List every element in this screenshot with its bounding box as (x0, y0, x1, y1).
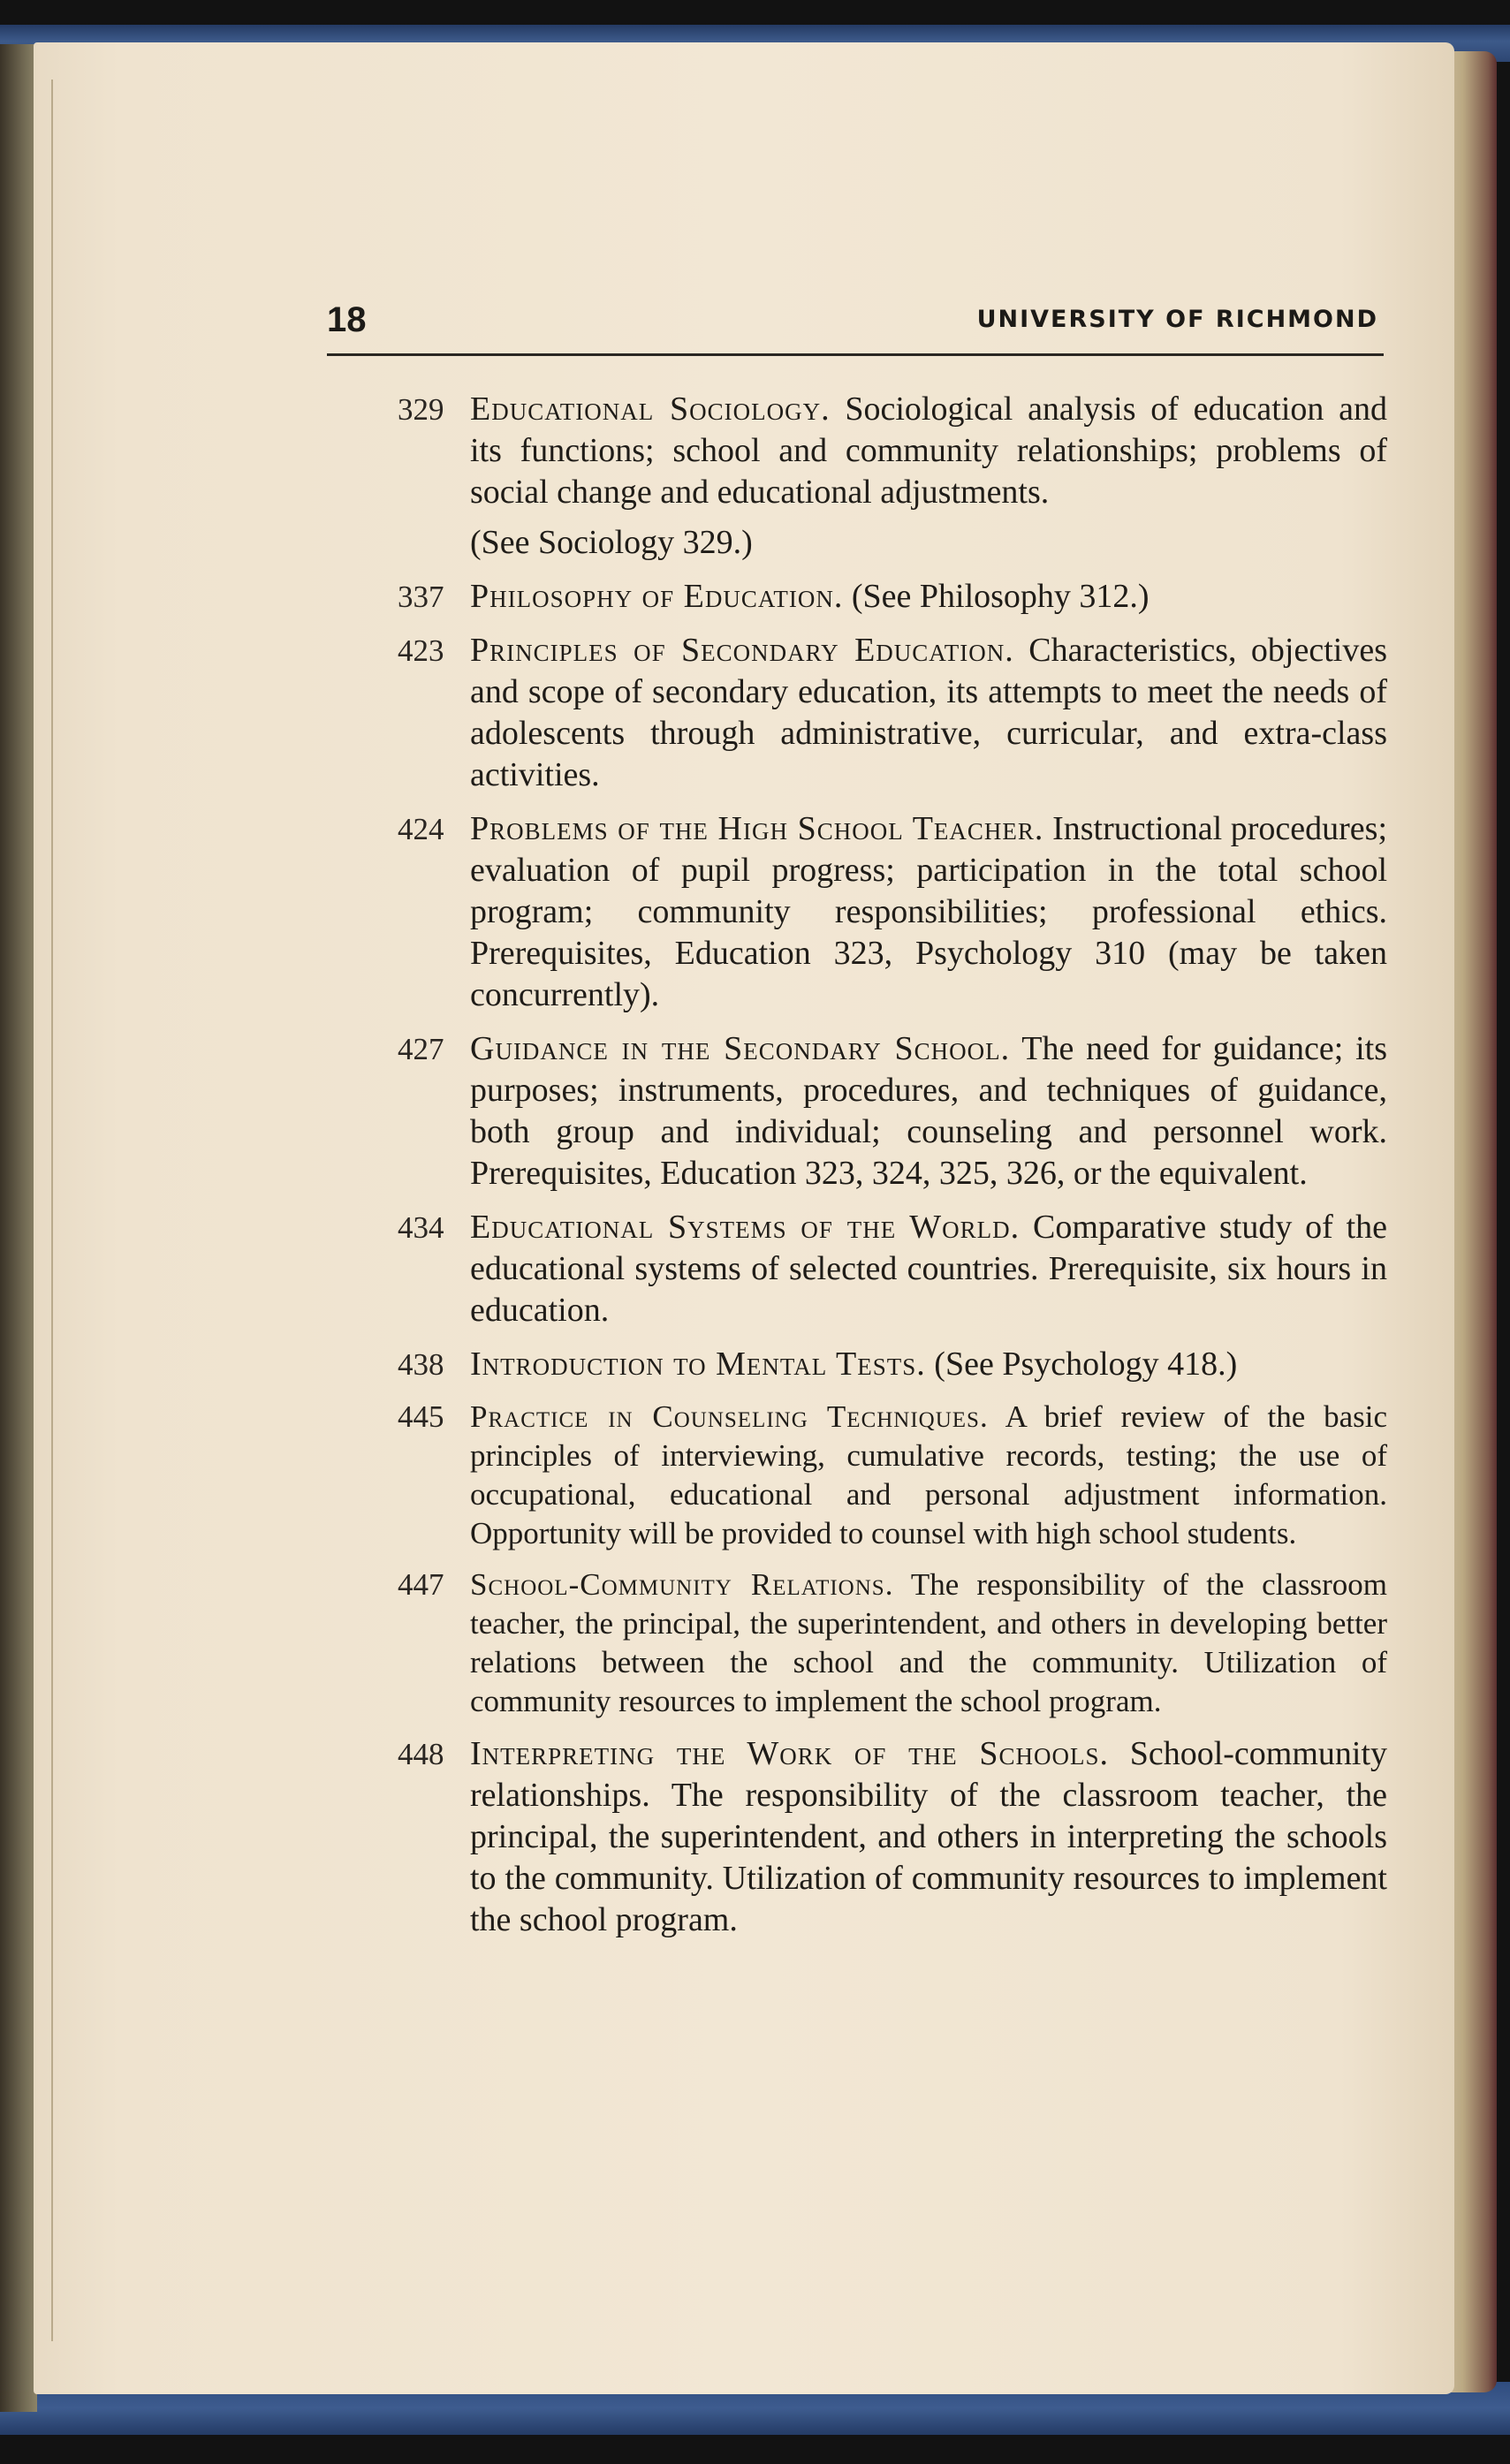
course-number: 424 (398, 812, 444, 846)
course-title: Problems of the High School Teacher. (470, 810, 1044, 847)
course-entry-423 (398, 630, 1387, 796)
running-head: UNIVERSITY OF RICHMOND (976, 306, 1378, 333)
course-description: Comparative study of the educational systems of selected countries. Prerequisite, six hours in education. (470, 1209, 1388, 1329)
course-description: The need for guidance; its purposes; instruments, procedures, and techniques of guidance, both group and individual; counseling and personnel work. Prerequisites, Education 323, 324, 325, 326, or the equivalent. (470, 1030, 1387, 1192)
course-title: Principles of Secondary Education. (470, 632, 1014, 669)
course-number: 445 (398, 1399, 444, 1434)
course-entry-329 (398, 389, 1387, 564)
header-rule (327, 353, 1384, 356)
course-entry-438 (398, 1344, 1387, 1385)
course-description: Instructional procedures; evaluation of pupil progress; participation in the total school program; community responsibilities; professional ethics. Prerequisites, Education 323, Psychology 310 (may be taken concurrently). (470, 810, 1388, 1013)
course-title: School-Community Relations. (470, 1567, 894, 1602)
course-entry-424 (398, 808, 1387, 1016)
course-entry-427 (398, 1028, 1387, 1194)
course-entry-447 (398, 1566, 1387, 1721)
book-spine (0, 44, 37, 2412)
course-number: 434 (398, 1210, 444, 1245)
course-title: Educational Sociology. (470, 390, 831, 428)
course-title: Philosophy of Education. (470, 578, 844, 615)
course-description: School-community relationships. The responsibility of the classroom teacher, the principal, the superintendent, and others in interpreting the schools to the community. Utilization of community resources to implement the school program. (470, 1735, 1387, 1938)
course-description: Characteristics, objectives and scope of secondary education, its attempts to meet the needs of adolescents through administrative, curricular, and extra-class activities. (470, 632, 1387, 793)
course-number: 329 (398, 392, 444, 427)
course-number: 438 (398, 1347, 444, 1382)
course-description: The responsibility of the classroom teacher, the principal, the superintendent, and others in developing better relations between the school and the community. Utilization of community resources to implement the school program. (470, 1567, 1388, 1718)
course-title: Guidance in the Secondary School. (470, 1030, 1011, 1067)
course-title: Introduction to Mental Tests. (470, 1346, 926, 1383)
course-title: Educational Systems of the World. (470, 1209, 1021, 1246)
course-entry-337 (398, 576, 1387, 618)
page-header (327, 300, 1384, 353)
course-list (398, 389, 1387, 1953)
course-description: A brief review of the basic principles of interviewing, cumulative records, testing; the use of occupational, educational and personal adjustment information. Opportunity will be provided to counsel with high school students. (470, 1399, 1387, 1550)
course-title: Practice in Counseling Techniques. (470, 1399, 989, 1434)
course-description: Sociological analysis of education and its functions; school and community relationships; problems of social change and educational adjustments. (470, 390, 1387, 511)
course-number: 423 (398, 633, 444, 668)
course-number: 448 (398, 1737, 444, 1771)
course-entry-445 (398, 1398, 1387, 1553)
course-note: (See Sociology 329.) (470, 524, 753, 561)
course-title: Interpreting the Work of the Schools. (470, 1735, 1109, 1772)
course-number: 427 (398, 1032, 444, 1066)
course-number: 337 (398, 580, 444, 614)
course-number: 447 (398, 1567, 444, 1602)
course-entry-434 (398, 1207, 1387, 1331)
course-description: (See Psychology 418.) (934, 1346, 1238, 1383)
course-description: (See Philosophy 312.) (851, 578, 1150, 615)
page-gutter (51, 80, 53, 2341)
page-number: 18 (327, 300, 367, 339)
course-entry-448 (398, 1733, 1387, 1941)
